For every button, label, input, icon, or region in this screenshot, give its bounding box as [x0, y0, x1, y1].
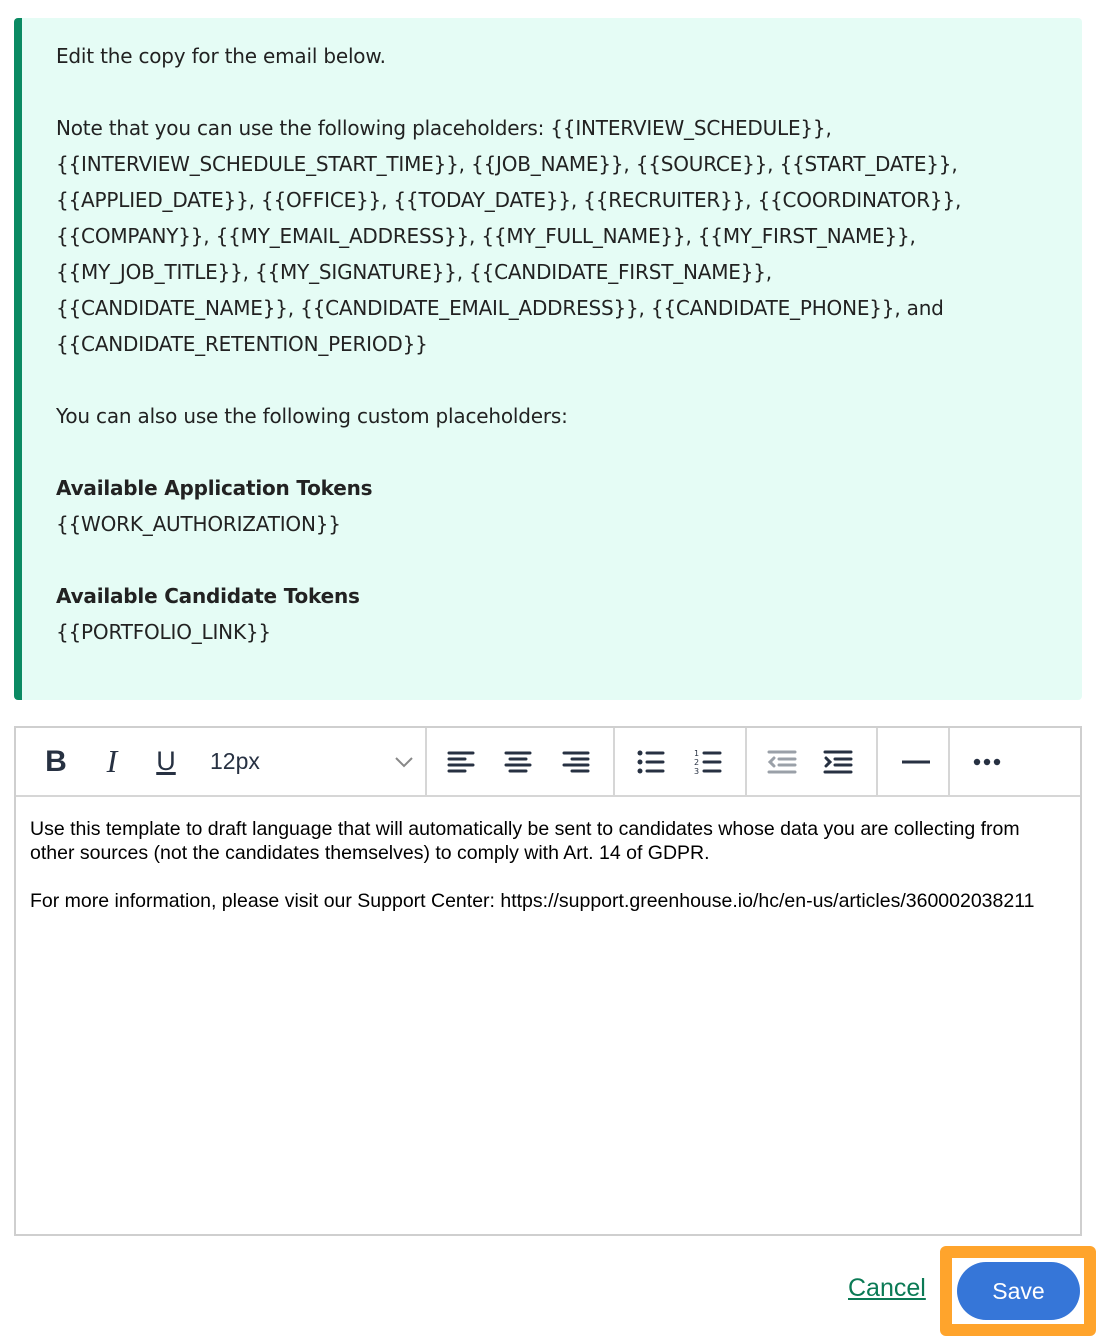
bullet-list-icon: [637, 749, 665, 775]
editor-paragraph: Use this template to draft language that will automatically be sent to candidates whose data you are collecting from other sources (not the candidates themselves) to comply with Art. 14 of GDPR.: [30, 818, 1020, 864]
italic-button[interactable]: [94, 728, 130, 795]
bold-button[interactable]: [36, 728, 76, 795]
application-tokens: {{WORK_AUTHORIZATION}}: [56, 512, 341, 536]
horizontal-rule-icon: [901, 759, 931, 765]
chevron-down-icon: [394, 755, 414, 769]
more-options-button[interactable]: [964, 728, 1010, 795]
placeholders-line: {{COMPANY}}, {{MY_EMAIL_ADDRESS}}, {{MY_FULL_NAME}}, {{MY_FIRST_NAME}},: [56, 224, 916, 248]
align-left-button[interactable]: [441, 728, 481, 795]
align-right-icon: [562, 750, 590, 774]
numbered-list-icon: [694, 749, 722, 775]
placeholders-line: {{CANDIDATE_RETENTION_PERIOD}}: [56, 332, 428, 356]
align-left-icon: [447, 750, 475, 774]
numbered-list-button[interactable]: [688, 728, 728, 795]
placeholders-line: {{MY_JOB_TITLE}}, {{MY_SIGNATURE}}, {{CANDIDATE_FIRST_NAME}},: [56, 260, 772, 284]
placeholders-line: {{APPLIED_DATE}}, {{OFFICE}}, {{TODAY_DATE}}, {{RECRUITER}}, {{COORDINATOR}},: [56, 188, 962, 212]
svg-text:1: 1: [694, 748, 700, 758]
editor-toolbar: [16, 728, 1080, 797]
placeholders-line: Note that you can use the following placeholders: {{INTERVIEW_SCHEDULE}},: [56, 116, 832, 140]
align-right-button[interactable]: [556, 728, 596, 795]
font-size-value: 12px: [210, 748, 260, 774]
underline-button[interactable]: [148, 728, 184, 795]
editor-paragraph: For more information, please visit our Support Center: https://support.greenhouse.io/hc/en-us/articles/360002038211: [30, 890, 1035, 912]
cancel-link[interactable]: Cancel: [848, 1274, 926, 1302]
editor-content[interactable]: [16, 797, 1080, 933]
svg-text:3: 3: [694, 766, 700, 775]
outdent-button[interactable]: [762, 728, 802, 795]
save-button[interactable]: Save: [957, 1262, 1080, 1320]
outdent-icon: [767, 749, 797, 775]
instructions-panel: [14, 18, 1082, 700]
more-icon: [972, 758, 1002, 766]
placeholders-line: {{CANDIDATE_NAME}}, {{CANDIDATE_EMAIL_ADDRESS}}, {{CANDIDATE_PHONE}}, and: [56, 296, 944, 320]
application-tokens-heading: Available Application Tokens: [56, 476, 373, 500]
rich-text-editor: [14, 726, 1082, 1236]
underline-icon: U: [156, 746, 176, 776]
italic-icon: I: [106, 743, 118, 779]
bullet-list-button[interactable]: [631, 728, 671, 795]
svg-text:2: 2: [694, 757, 700, 767]
indent-button[interactable]: [818, 728, 858, 795]
horizontal-rule-button[interactable]: [892, 728, 940, 795]
custom-placeholders-intro: You can also use the following custom placeholders:: [56, 404, 568, 428]
placeholders-line: {{INTERVIEW_SCHEDULE_START_TIME}}, {{JOB_NAME}}, {{SOURCE}}, {{START_DATE}},: [56, 152, 958, 176]
indent-icon: [823, 749, 853, 775]
instructions-intro: Edit the copy for the email below.: [56, 44, 386, 68]
font-size-select[interactable]: [200, 728, 424, 795]
align-center-icon: [504, 750, 532, 774]
candidate-tokens-heading: Available Candidate Tokens: [56, 584, 360, 608]
bold-icon: B: [45, 744, 67, 778]
align-center-button[interactable]: [498, 728, 538, 795]
candidate-tokens: {{PORTFOLIO_LINK}}: [56, 620, 271, 644]
